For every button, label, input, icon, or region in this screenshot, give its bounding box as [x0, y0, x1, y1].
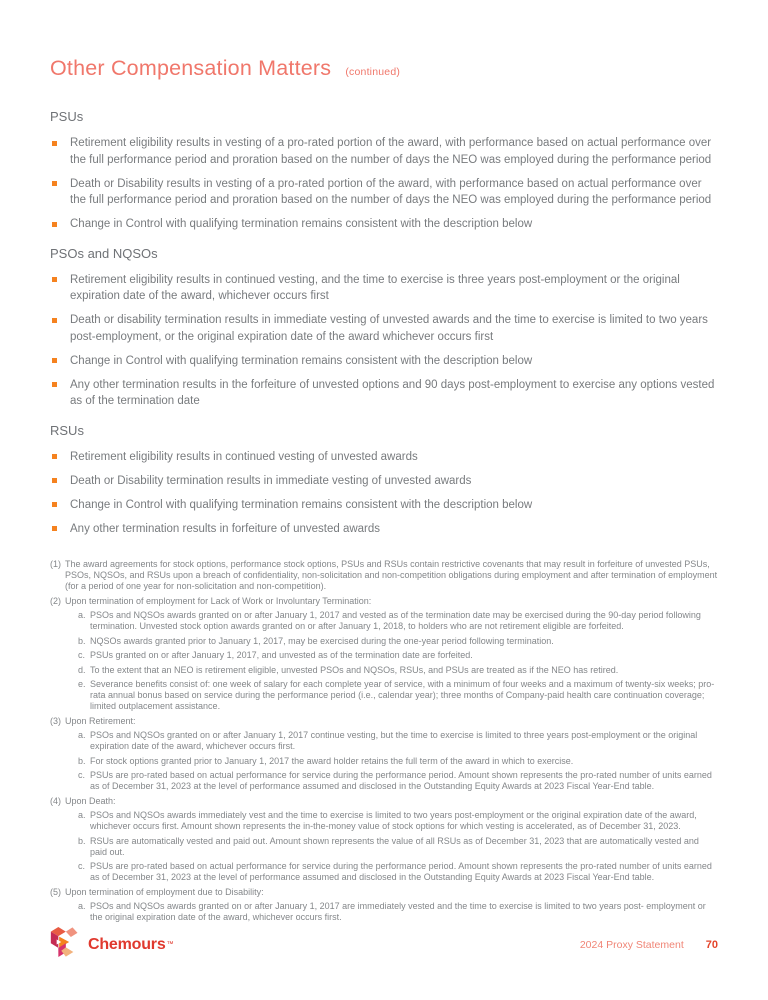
footnote — [50, 887, 718, 924]
footnote-text: Upon Death: — [65, 795, 116, 806]
chemours-logo-icon — [50, 926, 80, 963]
page-title-suffix: (continued) — [345, 66, 401, 78]
footer-pagination — [580, 939, 718, 951]
subitem-letter: c. — [78, 861, 86, 871]
subitem-text: PSOs and NQSOs awards immediately vest and the time to exercise is limited to two years post-employment or the original expiration date of the award, whichever occurs first. Amount shown represents the in-the-money value of stock options for which vesting is accelerated, as of December 31, 2023. — [90, 810, 697, 831]
bullet-square-icon — [52, 478, 57, 483]
bullet-square-icon — [52, 526, 57, 531]
bullet-text: Change in Control with qualifying termination remains consistent with the description below — [70, 354, 533, 367]
bullet-item — [50, 216, 718, 233]
bullet-item — [50, 377, 718, 410]
footnote-text: The award agreements for stock options, performance stock options, PSUs and RSUs contain restrictive covenants that may result in forfeiture of unvested PSUs, PSOs, NQSOs, and RSUs upon a breach of confidentiality, non-solicitation and non-competition obligations during employment and after termination of employment (for a period of one year for non-solicitation and non-competition). — [65, 559, 718, 591]
footnote-subitem — [78, 679, 718, 712]
footnotes — [50, 559, 718, 923]
footnote-subitem — [78, 730, 718, 752]
footnote — [50, 716, 718, 793]
section-psus — [50, 109, 718, 233]
bullet-item — [50, 521, 718, 538]
footnote-number: (2) — [50, 595, 61, 606]
page-title-text: Other Compensation Matters — [50, 56, 332, 80]
bullet-text: Death or Disability termination results in immediate vesting of unvested awards — [70, 474, 472, 487]
bullet-square-icon — [52, 277, 57, 282]
bullet-text: Retirement eligibility results in continued vesting, and the time to exercise is three years post-employment or the original expiration date of the award, whichever occurs first — [70, 273, 680, 302]
footnote-subitem — [78, 770, 718, 792]
bullet-item — [50, 353, 718, 370]
section-psos-nqsos — [50, 246, 718, 410]
subitem-letter: a. — [78, 730, 86, 740]
chemours-logo — [50, 926, 174, 963]
bullet-text: Retirement eligibility results in vesting of a pro-rated portion of the award, with performance based on actual performance over the full performance period and proration based on the number of days the NEO was employed during the performance period — [70, 137, 712, 166]
bullet-item — [50, 176, 718, 209]
bullet-square-icon — [52, 141, 57, 146]
footnote-text: Upon Retirement: — [65, 715, 136, 726]
footnote-subitem — [78, 665, 718, 676]
footnote-subitem — [78, 861, 718, 883]
subitem-letter: b. — [78, 755, 86, 766]
subitem-text: PSUs are pro-rated based on actual performance for service during the performance period. Amount shown represents the pro-rated number of units earned as of December 31, 2023 at the level of performance assumed and disclosed in the Outstanding Equity Awards at 2023 Fiscal Year-End table. — [90, 770, 712, 791]
subitem-letter: b. — [78, 835, 86, 846]
brand-wordmark: Chemours — [88, 935, 166, 953]
footnote-number: (1) — [50, 559, 61, 569]
page-footer — [50, 926, 718, 963]
subitem-text: PSOs and NQSOs awards granted on or after January 1, 2017 and vested as of the termination date may be exercised during the 90-day period following termination. Unvested stock option awards granted on or after January 1, 2018, to holders who are not retirement eligible are forfeited. — [90, 610, 701, 631]
subitem-text: Severance benefits consist of: one week of salary for each complete year of service, with a minimum of four weeks and a maximum of twenty-six weeks; pro- rata annual bonus based on service during the performance period (i.e., calendar year); three months of Company-paid health care continuation coverage; limited outplacement assistance. — [90, 679, 715, 711]
footnote-subitem — [78, 650, 718, 661]
page-title — [50, 46, 718, 83]
footnote-number: (4) — [50, 795, 61, 806]
bullet-square-icon — [52, 358, 57, 363]
subitem-text: PSUs are pro-rated based on actual performance for service during the performance period. Amount shown represents the pro-rated number of units earned as of December 31, 2023 at the level of performance assumed and disclosed in the Outstanding Equity Awards at 2023 Fiscal Year-End table. — [90, 861, 712, 882]
bullet-square-icon — [52, 318, 57, 323]
footnote-number: (3) — [50, 715, 61, 726]
bullet-square-icon — [52, 222, 57, 227]
document-label: 2024 Proxy Statement — [579, 938, 684, 951]
subitem-letter: c. — [78, 650, 86, 660]
footnote-subitem — [78, 610, 718, 632]
page-number: 70 — [705, 938, 718, 951]
footnote — [50, 796, 718, 884]
bullet-text: Death or disability termination results in immediate vesting of unvested awards and the time to exercise is limited to two years post-employment, or the original expiration date of the award whichever occurs first — [70, 314, 708, 343]
bullet-square-icon — [52, 382, 57, 387]
footnote-text: Upon termination of employment due to Disability: — [65, 886, 264, 897]
bullet-text: Change in Control with qualifying termination remains consistent with the description below — [70, 498, 533, 511]
subitem-letter: e. — [78, 679, 86, 689]
subitem-text: PSOs and NQSOs granted on or after January 1, 2017 continue vesting, but the time to exercise is limited to three years post-employment or the original expiration date of the award, whichever occurs first. — [90, 730, 698, 751]
subitem-text: To the extent that an NEO is retirement eligible, unvested PSOs and NQSOs, RSUs, and PSUs are treated as if the NEO has retired. — [90, 664, 619, 675]
subitem-text: PSUs granted on or after January 1, 2017, and unvested as of the termination date are forfeited. — [90, 650, 473, 660]
bullet-text: Any other termination results in forfeiture of unvested awards — [70, 522, 381, 535]
footnote-subitem — [78, 901, 718, 923]
footnote-subitem — [78, 636, 718, 647]
subitem-letter: a. — [78, 810, 86, 820]
bullet-item — [50, 135, 718, 168]
subitem-letter: c. — [78, 770, 86, 780]
footnote — [50, 559, 718, 592]
bullet-text: Retirement eligibility results in continued vesting of unvested awards — [70, 450, 418, 463]
subitem-text: NQSOs awards granted prior to January 1, 2017, may be exercised during the one-year period following termination. — [90, 635, 554, 646]
footnote-number: (5) — [50, 886, 61, 897]
footnote-text: Upon termination of employment for Lack of Work or Involuntary Termination: — [65, 595, 372, 606]
section-heading: PSUs — [50, 109, 84, 124]
bullet-item — [50, 312, 718, 345]
footnote-subitem — [78, 836, 718, 858]
subitem-letter: d. — [78, 664, 86, 675]
section-heading: RSUs — [50, 422, 84, 438]
bullet-text: Change in Control with qualifying termination remains consistent with the description below — [70, 218, 533, 230]
section-heading: PSOs and NQSOs — [50, 245, 158, 261]
bullet-item — [50, 497, 718, 514]
footnote — [50, 596, 718, 713]
bullet-square-icon — [52, 454, 57, 459]
subitem-letter: b. — [78, 635, 86, 646]
footnote-subitem — [78, 756, 718, 767]
bullet-square-icon — [52, 502, 57, 507]
subitem-letter: a. — [78, 901, 86, 911]
bullet-item — [50, 272, 718, 305]
subitem-letter: a. — [78, 610, 86, 620]
bullet-item — [50, 449, 718, 466]
subitem-text: For stock options granted prior to January 1, 2017 the award holder retains the full term of the award in which to exercise. — [90, 755, 574, 766]
bullet-square-icon — [52, 181, 57, 186]
bullet-text: Death or Disability results in vesting of a pro-rated portion of the award, with performance based on actual performance over the full performance period and proration based on the number of days the NEO was employed during the performance period — [70, 177, 712, 206]
section-rsus — [50, 423, 718, 538]
trademark-symbol: ™ — [166, 941, 174, 948]
subitem-text: PSOs and NQSOs awards granted on or after January 1, 2017 are immediately vested and the time to exercise is limited to two years post- employment or the original expiration date of the award, whichever occurs first. — [90, 901, 706, 922]
bullet-item — [50, 473, 718, 490]
subitem-text: RSUs are automatically vested and paid out. Amount shown represents the value of all RSUs as of December 31, 2023 that are automatically vested and paid out. — [90, 835, 699, 857]
bullet-text: Any other termination results in the forfeiture of unvested options and 90 days post-employment to exercise any options vested as of the termination date — [70, 378, 715, 407]
footnote-subitem — [78, 810, 718, 832]
